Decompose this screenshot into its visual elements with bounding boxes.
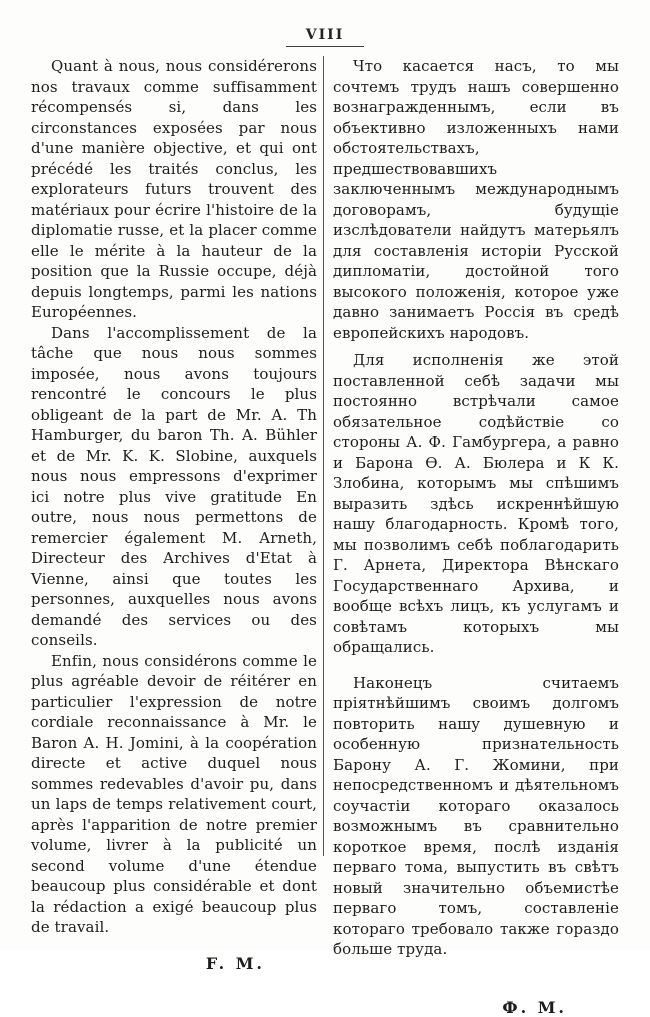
paragraph: Enfin, nous considérons comme le plus agréable devoir de réitérer en particulier l'expression de notre cordiale reconnaissance à Mr. le Baron A. H. Jomini, à la coopération directe et active duquel nous sommes redevables d'avoir pu, dans un laps de temps relativement court, après l'apparition de notre premier volume, livrer à la publicité un second volume d'une étendue beaucoup plus considérable et dont la rédaction a exigé beaucoup plus de travail. bbox=[31, 651, 317, 936]
paragraph: Quant à nous, nous considérerons nos travaux comme suffisamment récompensés si, dans les circonstances exposées par nous d'une manière objective, et qui ont précédé les traités conclus, les explorateurs futurs trouvent des matériaux pour écrire l'histoire de la diplomatie russe, et la placer comme elle le mérite à la hauteur de la position que la Russie occupe, déjà depuis longtemps, parmi les nations Européennes. bbox=[31, 57, 317, 321]
right-column-russian bbox=[333, 56, 619, 1017]
right-signature: Ф. М. bbox=[502, 997, 567, 1017]
two-column-text-block bbox=[31, 56, 619, 1017]
column-divider-rule bbox=[323, 56, 324, 856]
paragraph: Что касается насъ, то мы сочтемъ трудъ нашъ совершенно вознагражденнымъ, если въ объективно изложенныхъ нами обстоятельствахъ, предшествовавшихъ заключеннымъ международнымъ договорамъ, будущіе изслѣдователи найдутъ матерьялъ для составленія исторіи Русской дипломатіи, достойной того высокого положенія, которое уже давно занимаетъ Россія въ средѣ европейскихъ народовъ. bbox=[333, 57, 619, 342]
paragraph: Для исполненія же этой поставленной себѣ задачи мы постоянно встрѣчали самое обязательное содѣйствіе со стороны А. Ф. Гамбургера, а равно и Барона Ѳ. А. Бюлера и К К. Злобина, которымъ мы спѣшимъ выразить здѣсь искреннѣйшую нашу благодарность. Кромѣ того, мы позволимъ себѣ поблагодарить Г. Арнета, Директора Вѣнскаго Государственнаго Архива, и вообще всѣхъ лицъ, къ услугамъ и совѣтамъ которыхъ мы обращались. bbox=[333, 351, 619, 656]
paragraph: Наконецъ считаемъ пріятнѣйшимъ своимъ долгомъ повторить нашу душевную и особенную признательность Барону А. Г. Жомини, при непосредственномъ и дѣятельномъ соучастіи котораго оказалось возможнымъ въ сравнительно короткое время, послѣ изданія перваго тома, выпустить въ свѣтъ новый значительно объемистѣе перваго томъ, составленіе котораго требовало также гораздо больше труда. bbox=[333, 673, 619, 958]
header-rule bbox=[286, 46, 364, 47]
left-column-french bbox=[31, 56, 317, 973]
page-header bbox=[0, 24, 650, 47]
left-signature: F. M. bbox=[205, 953, 265, 973]
page-number: VIII bbox=[305, 27, 345, 43]
paragraph: Dans l'accomplissement de la tâche que nous nous sommes imposée, nous avons toujours rencontré le concours le plus obligeant de la part de Mr. A. Th Hamburger, du baron Th. A. Bühler et de Mr. K. K. Slobine, auxquels nous nous empressons d'exprimer ici notre plus vive gratitude En outre, nous nous permettons de remercier également M. Arneth, Directeur des Archives d'Etat à Vienne, ainsi que toutes les personnes, auxquelles nous avons demandé des services ou des conseils. bbox=[31, 323, 317, 649]
